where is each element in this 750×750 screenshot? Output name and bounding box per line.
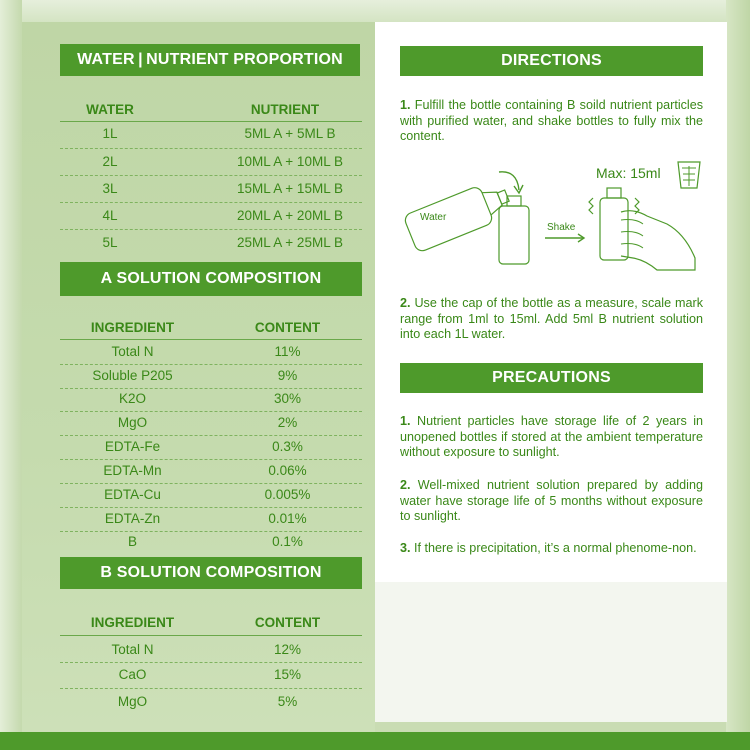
water-cell: 5L — [102, 235, 118, 250]
row-divider — [60, 175, 362, 176]
ingredient-cell: MgO — [117, 694, 148, 709]
row-divider — [60, 662, 362, 663]
directions-step-2 — [400, 296, 703, 343]
nutrient-header: NUTRIENT — [250, 102, 320, 117]
ingredient-cell: B — [127, 534, 137, 549]
right-border — [726, 0, 750, 750]
content-header: CONTENT — [254, 320, 321, 335]
pour-arrow-icon — [499, 172, 519, 190]
water-nutrient-title: WATER | NUTRIENT PROPORTION — [60, 44, 360, 76]
directions-step-1 — [400, 98, 703, 145]
shaking-bottle-icon — [589, 188, 639, 260]
step-number: 2. — [400, 296, 411, 310]
content-cell: 0.3% — [272, 439, 303, 454]
step-number: 1. — [400, 98, 411, 112]
ingredient-cell: EDTA-Mn — [103, 463, 162, 478]
item-text: Nutrient particles have storage life of 2 years in unopened bottles if stored at the ambient temperature without exposure to sunlight. — [400, 414, 703, 459]
row-divider — [60, 531, 362, 532]
water-header: WATER — [86, 102, 134, 117]
nutrient-cell: 15ML A + 15ML B — [237, 181, 343, 196]
content-cell: 15% — [273, 667, 302, 682]
content-cell: 12% — [273, 642, 302, 657]
item-number: 1. — [400, 414, 411, 428]
ingredient-cell: Total N — [111, 642, 154, 657]
nutrient-bottle-icon — [499, 196, 529, 264]
content-cell: 0.01% — [268, 511, 307, 526]
item-number: 2. — [400, 478, 411, 492]
b-solution-title: B SOLUTION COMPOSITION — [60, 557, 362, 589]
row-divider — [60, 364, 362, 365]
row-divider — [60, 411, 362, 412]
water-cell: 3L — [102, 181, 118, 196]
item-text: If there is precipitation, it’s a normal phenome-non. — [414, 541, 697, 555]
nutrient-cell: 25ML A + 25ML B — [237, 235, 343, 250]
ingredient-cell: K2O — [118, 391, 146, 406]
nutrient-cell: 20ML A + 20ML B — [237, 208, 343, 223]
content-cell: 0.1% — [272, 534, 303, 549]
table-header-rule — [60, 635, 362, 636]
item-text: Well-mixed nutrient solution prepared by adding water have storage life of 5 months without exposure to sunlight. — [400, 478, 703, 523]
table-header-rule — [60, 121, 362, 122]
ingredient-cell: EDTA-Fe — [104, 439, 161, 454]
precaution-item-1 — [400, 414, 703, 461]
content-cell: 5% — [277, 694, 298, 709]
shake-label: Shake — [547, 222, 576, 233]
row-divider — [60, 388, 362, 389]
ingredient-cell: EDTA-Zn — [104, 511, 161, 526]
content-cell: 11% — [274, 344, 301, 359]
row-divider — [60, 688, 362, 689]
row-divider — [60, 148, 362, 149]
content-cell: 0.005% — [264, 487, 311, 502]
bottom-border — [0, 732, 750, 750]
measuring-cap-icon — [678, 162, 700, 188]
table-header-rule — [60, 339, 362, 340]
row-divider — [60, 202, 362, 203]
row-divider — [60, 435, 362, 436]
row-divider — [60, 507, 362, 508]
content-cell: 9% — [277, 368, 298, 383]
ingredient-cell: Total N — [111, 344, 154, 359]
row-divider — [60, 483, 362, 484]
hand-icon — [621, 211, 695, 270]
precautions-title: PRECAUTIONS — [400, 363, 703, 393]
row-divider — [60, 459, 362, 460]
water-cell: 2L — [102, 154, 118, 169]
ingredient-cell: CaO — [118, 667, 147, 682]
nutrient-cell: 5ML A + 5ML B — [244, 126, 336, 141]
directions-title: DIRECTIONS — [400, 46, 703, 76]
water-label: Water — [420, 212, 447, 223]
ingredient-header: INGREDIENT — [90, 320, 175, 335]
right-panel-blank — [375, 582, 727, 722]
left-border — [0, 0, 22, 750]
step-text: Use the cap of the bottle as a measure, scale mark range from 1ml to 15ml. Add 5ml B nutrient solution into each 1L water. — [400, 296, 704, 341]
content-cell: 0.06% — [268, 463, 307, 478]
ingredient-cell: Soluble P205 — [92, 368, 173, 383]
content-cell: 2% — [277, 415, 298, 430]
ingredient-header: INGREDIENT — [90, 615, 175, 630]
mixing-illustration — [395, 158, 710, 278]
water-cell: 4L — [102, 208, 118, 223]
a-solution-title: A SOLUTION COMPOSITION — [60, 262, 362, 296]
nutrient-cell: 10ML A + 10ML B — [237, 154, 343, 169]
row-divider — [60, 229, 362, 230]
ingredient-cell: EDTA-Cu — [104, 487, 161, 502]
max-label: Max: 15ml — [596, 165, 661, 181]
precaution-item-3 — [400, 541, 703, 557]
item-number: 3. — [400, 541, 411, 555]
water-cell: 1L — [102, 126, 118, 141]
ingredient-cell: MgO — [117, 415, 148, 430]
step-text: Fulfill the bottle containing B soild nutrient particles with purified water, and shake bottles to fully mix the content. — [400, 98, 704, 143]
top-border — [0, 0, 750, 22]
precaution-item-2 — [400, 478, 703, 525]
content-cell: 30% — [273, 391, 302, 406]
content-header: CONTENT — [254, 615, 321, 630]
